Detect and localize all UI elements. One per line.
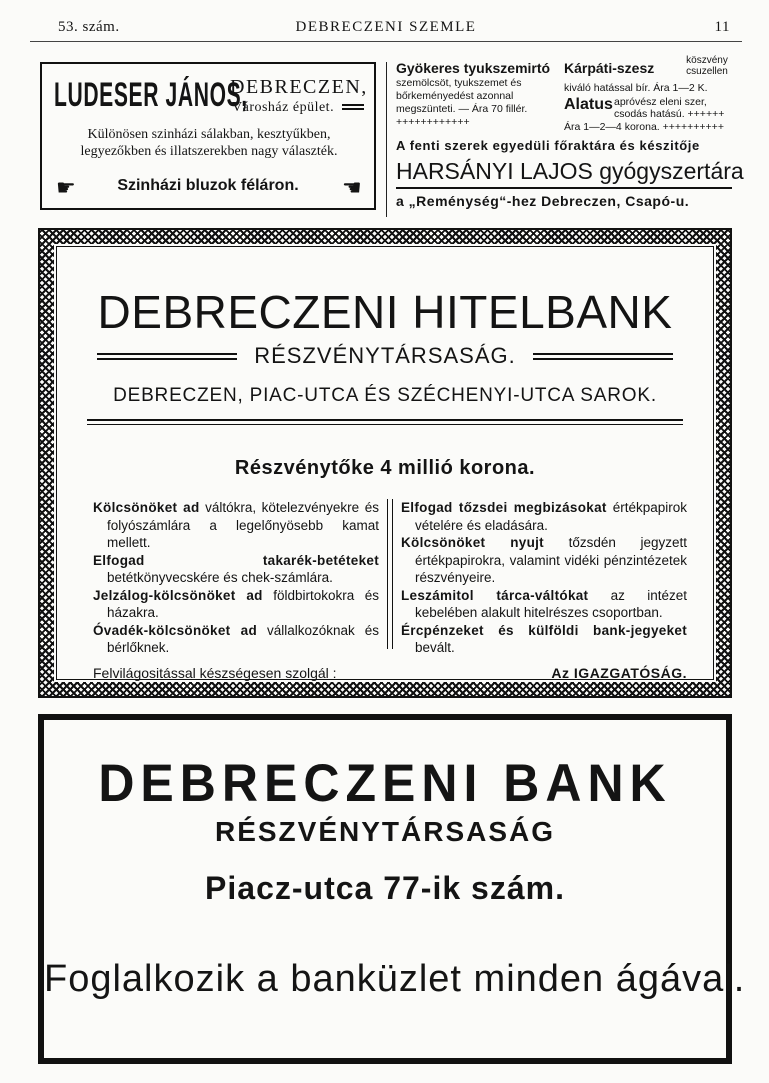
ludeser-description: Különösen szinházi sálakban, kesztyűkben, legyezőkben és illatszerekben nagy választék. [80,127,338,159]
alatus-desc-line: apróvész eleni szer, [614,96,707,108]
karpati-title: Kárpáti-szesz [564,60,655,76]
alatus-desc-line: csodás hatású. ++++++ [614,108,725,120]
issue-number: 53. szám. [58,19,120,35]
column-divider [387,499,393,649]
pointing-hand-icon: ☛ [56,175,76,200]
pharmacy-intro: A fenti szerek egyedüli főraktára és készitője [396,138,700,153]
running-head [30,16,742,42]
ludeser-city: DEBRECZEN, [230,76,368,98]
section-rule [87,419,683,425]
hitelbank-inner [56,246,714,680]
alatus-description [614,96,724,120]
karpati-price: Ára 1—2—4 korona. ++++++++++ [564,121,724,133]
pointing-hand-icon: ☛ [342,175,362,200]
hitelbank-advert [38,228,732,698]
ludeser-offer: Szinházi bluzok féláron. [117,177,299,194]
karpati-aside: köszvény csuzellen [686,55,728,77]
bank-address: Piacz-utca 77-ik szám. [205,870,565,906]
hitelbank-title: DEBRECZENI HITELBANK [97,286,673,338]
alatus-title: Alatus [564,96,613,113]
journal-title: DEBRECZENI SZEMLE [295,19,477,35]
pharmacy-name: HARSÁNYI LAJOS gyógyszertára [396,158,732,189]
hitelbank-subtitle: RÉSZVÉNYTÁRSASÁG. [254,343,516,368]
hitelbank-footer-left: Felvilágositással készségesen szolgál : [93,665,337,681]
column-divider [386,62,387,217]
bank-slogan: Foglalkozik a banküzlet minden ágával. [44,958,746,1000]
service-item: Leszámitol tárca-váltókat az intézet kebelében alakult hitelrészes csoportban. [401,587,687,620]
debreczeni-bank-advert [38,714,746,1064]
service-item: Kölcsönöket ad váltókra, kötelezvényekre és folyószámlára a legelőnyösebb kamat mellett. [93,500,379,550]
ornament-rule [533,353,673,360]
pharmacy-address: a „Reménység“-hez Debreczen, Csapó-u. [396,193,690,209]
bank-subtitle: RÉSZVÉNYTÁRSASÁG [214,816,556,847]
services-columns [87,499,687,655]
page-number: 11 [714,19,730,35]
service-item: Kölcsönöket nyujt tőzsdén jegyzett értékpapirokra, valamint vidéki pénzintézetek részvényeire. [401,535,687,585]
service-item: Elfogad tőzsdei megbizásokat értékpapirok vételére és eladására. [401,500,687,533]
ludeser-name: LUDESER JÁNOS, [54,76,248,114]
services-right [401,499,687,657]
hitelbank-signature: Az IGAZGATÓSÁG. [551,665,687,681]
services-left [93,499,379,657]
service-item: Jelzálog-kölcsönöket ad földbirtokokra és házakra. [93,587,379,620]
service-item: Óvadék-kölcsönöket ad vállalkozóknak és bérlőknek. [93,622,379,655]
hitelbank-address: DEBRECZEN, PIAC-UTCA ÉS SZÉCHENYI-UTCA SAROK. [113,385,657,406]
hitelbank-capital: Részvénytőke 4 millió korona. [234,457,536,479]
bank-title: DEBRECZENI BANK [98,753,672,813]
gyokeres-title: Gyökeres tyukszemirtó [396,60,551,76]
gyokeres-body: szemölcsöt, tyukszemet és bőrkeményedést azonnal megszünteti. — Ára 70 fillér. ++++++++++++ [396,77,528,128]
service-item: Elfogad takarék-betéteket betétkönyvecskére és chek-számlára. [93,552,379,585]
karpati-line: kiváló hatással bír. Ára 1—2 K. [564,82,708,94]
ornament-rule [342,104,364,110]
service-item: Ércpénzeket és külföldi bank-jegyeket bevált. [401,622,687,655]
ludeser-advert [40,62,376,210]
ludeser-building: Városház épület. [232,100,335,115]
